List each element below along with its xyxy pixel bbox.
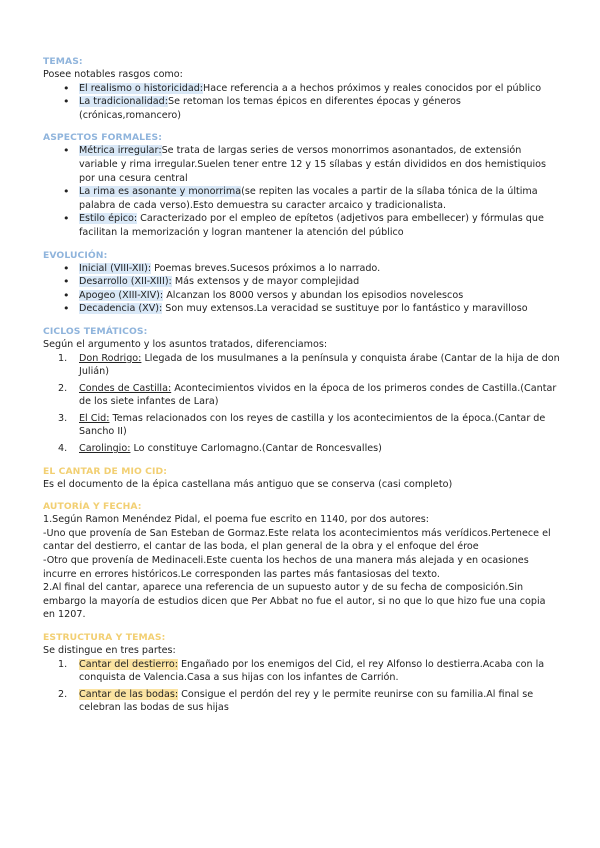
section-intro: Según el argumento y los asuntos tratados, diferenciamos:: [43, 338, 328, 350]
list-item: [58, 382, 560, 409]
item-text: Temas relacionados con los reyes de castilla y los acontecimientos de la época.(Cantar de Sancho II): [79, 412, 546, 438]
item-number: 4.: [58, 443, 68, 455]
section-heading: EVOLUCIÓN:: [43, 249, 108, 261]
section-temas: [43, 55, 560, 122]
paragraph: 1.Según Ramon Menéndez Pidal, el poema fue escrito en 1140, por dos autores:: [43, 514, 430, 526]
item-number: 2.: [58, 688, 68, 700]
underlined-term: Don Rodrigo:: [79, 352, 142, 364]
list-item: [58, 442, 560, 456]
section-estructura-temas: [43, 631, 560, 715]
item-number: 3.: [58, 412, 68, 424]
item-text: (se repiten las vocales a partir de la sílaba tónica de la última palabra de cada verso).Esto demuestra su caracter arcaico y tradicionalista.: [79, 186, 538, 211]
highlighted-term: Cantar de las bodas:: [79, 688, 179, 700]
underlined-term: El Cid:: [79, 412, 110, 424]
highlighted-term: Apogeo (XIII-XIV):: [79, 289, 164, 301]
item-text: Llegada de los musulmanes a la península y conquista árabe (Cantar de la hija de don Julián): [79, 352, 560, 378]
list-item: [58, 688, 560, 715]
section-heading: AUTORÍA Y FECHA:: [43, 501, 142, 513]
section-heading: ASPECTOS FORMALES:: [43, 132, 163, 144]
list-item: [79, 212, 560, 239]
paragraph: -Uno que provenía de San Esteban de Gormaz.Este relata los acontecimientos más verídicos.Pertenece el cantar del destierro, el cantar de las boda, el plan general de la obra y el enfoque del éroe: [43, 527, 551, 553]
list-item: [79, 275, 560, 289]
section-autoria-fecha: [43, 500, 560, 622]
section-aspectos-formales: [43, 131, 560, 239]
section-intro: Se distingue en tres partes:: [43, 645, 176, 656]
highlighted-term: Cantar del destierro:: [79, 658, 178, 670]
bullet-list: [43, 144, 560, 239]
highlighted-term: La tradicionalidad:: [79, 96, 169, 108]
highlighted-term: El realismo o historicidad:: [79, 82, 204, 94]
item-text: Caracterizado por el empleo de epítetos (adjetivos para embellecer) y fórmulas que facilitan la memorización y logran mantener la atención del público: [79, 213, 544, 238]
section-evolucion: [43, 249, 560, 316]
list-item: [79, 82, 560, 96]
highlighted-term: Decadencia (XV):: [79, 303, 163, 315]
item-number: 2.: [58, 382, 68, 394]
item-text: Hace referencia a a hechos próximos y reales conocidos por el público: [203, 82, 542, 94]
item-number: 1.: [58, 352, 68, 364]
item-text: Son muy extensos.La veracidad se sustituye por lo fantástico y maravilloso: [162, 303, 528, 315]
item-text: Alcanzan los 8000 versos y abundan los episodios novelescos: [163, 289, 464, 301]
section-heading: CICLOS TEMÁTICOS:: [43, 325, 148, 337]
underlined-term: Condes de Castilla:: [79, 382, 172, 394]
item-text: Se retoman los temas épicos en diferentes épocas y géneros (crónicas,romancero): [79, 96, 461, 121]
list-item: [79, 262, 560, 276]
list-item: [58, 412, 560, 439]
list-item: [58, 658, 560, 685]
section-cantar-mio-cid: [43, 465, 560, 492]
section-heading: TEMAS:: [43, 56, 83, 67]
highlighted-term: Métrica irregular:: [79, 145, 162, 157]
section-text: Es el documento de la épica castellana más antiguo que se conserva (casi completo): [43, 478, 453, 490]
bullet-list: [43, 262, 560, 316]
bullet-list: [43, 82, 560, 123]
list-item: [79, 302, 560, 316]
list-item: [79, 144, 560, 185]
item-text: Lo constituye Carlomagno.(Cantar de Roncesvalles): [130, 443, 382, 455]
item-number: 1.: [58, 658, 68, 670]
list-item: [58, 352, 560, 379]
paragraph: 2.Al final del cantar, aparece una referencia de un supuesto autor y de su fecha de composición.Sin embargo la mayoría de estudios dicen que Per Abbat no fue el autor, si no que lo que hizo fue una copia en 1207.: [43, 582, 546, 621]
item-text: Se trata de largas series de versos monorrimos asonantados, de extensión variable y rima irregular.Suelen tener entre 12 y 15 sílabas y están divididos en dos hemistiquios por una cesura central: [79, 145, 546, 184]
item-text: Engañado por los enemigos del Cid, el rey Alfonso lo destierra.Acaba con la conquista de Valencia.Casa a sus hijas con los infantes de Carrión.: [79, 658, 545, 684]
numbered-list: [43, 658, 560, 715]
list-item: [79, 289, 560, 303]
highlighted-term: La rima es asonante y monorrima: [79, 186, 242, 198]
highlighted-term: Inicial (VIII-XII):: [79, 262, 152, 274]
item-text: Consigue el perdón del rey y le permite reunirse con su familia.Al final se celebran las bodas de sus hijas: [79, 688, 534, 714]
paragraph: -Otro que provenía de Medinaceli.Este cuenta los hechos de una manera más alejada y en ocasiones incurre en errores históricos.Le corresponden las partes más fantasiosas del texto.: [43, 555, 529, 580]
section-heading: EL CANTAR DE MIO CID:: [43, 465, 168, 477]
highlighted-term: Desarrollo (XII-XIII):: [79, 276, 172, 288]
list-item: [79, 185, 560, 212]
underlined-term: Carolingio:: [79, 443, 131, 455]
section-ciclos-tematicos: [43, 325, 560, 456]
item-text: Poemas breves.Sucesos próximos a lo narrado.: [151, 262, 381, 274]
section-intro: Posee notables rasgos como:: [43, 69, 183, 80]
item-text: Más extensos y de mayor complejidad: [171, 276, 360, 288]
section-heading: ESTRUCTURA Y TEMAS:: [43, 632, 166, 643]
highlighted-term: Estilo épico:: [79, 213, 138, 225]
numbered-list: [43, 352, 560, 456]
list-item: [79, 95, 560, 122]
item-text: Acontecimientos vividos en la época de los primeros condes de Castilla.(Cantar de los siete infantes de Lara): [79, 382, 557, 408]
